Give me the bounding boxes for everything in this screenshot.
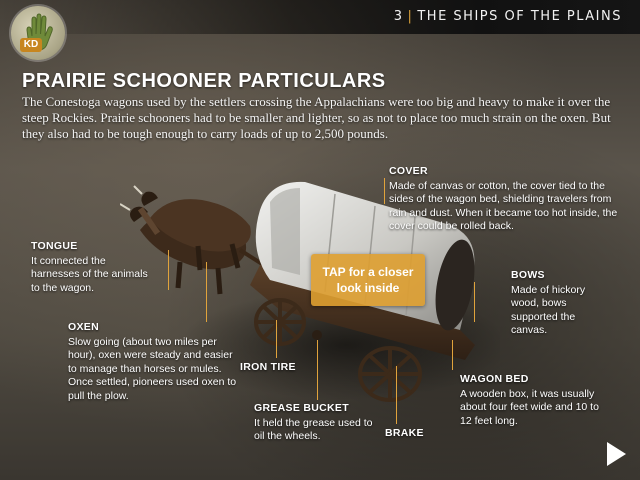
tap-button-label: TAP for a closer look inside xyxy=(322,265,414,295)
iron-tire-leader-line xyxy=(276,320,277,358)
bows-label xyxy=(511,269,611,338)
hand-logo-icon[interactable] xyxy=(11,6,65,60)
tongue-heading: TONGUE xyxy=(31,240,78,252)
iron-tire-heading: IRON TIRE xyxy=(240,361,296,373)
wheel-rear xyxy=(360,348,420,400)
logo-badge: KD xyxy=(20,38,42,52)
wagon-bed-leader-line xyxy=(452,340,453,370)
wagon-bed-label xyxy=(460,373,600,428)
tap-closer-look-button[interactable] xyxy=(311,254,425,306)
wagon-bed-heading: WAGON BED xyxy=(460,373,529,385)
grease-bucket-heading: GREASE BUCKET xyxy=(254,402,349,414)
grease-bucket-text: It held the grease used to oil the wheels. xyxy=(254,416,373,442)
oxen-heading: OXEN xyxy=(68,321,99,333)
tongue-text: It connected the harnesses of the animals to the wagon. xyxy=(31,254,148,294)
next-arrow-icon[interactable] xyxy=(604,440,628,468)
tongue-leader-line xyxy=(168,250,169,290)
bows-text: Made of hickory wood, bows supported the canvas. xyxy=(511,283,586,336)
cover-leader-line xyxy=(384,178,385,204)
brake-label xyxy=(385,427,445,442)
grease-bucket-shape xyxy=(312,330,322,340)
grease-bucket-label xyxy=(254,402,374,444)
wheel-front xyxy=(256,300,304,344)
chapter-heading xyxy=(394,9,622,24)
oxen-text: Slow going (about two miles per hour), oxen were steady and easier to manage than horses or mules. Once settled, pioneers used oxen to pull the plow. xyxy=(68,335,237,402)
brake-leader-line xyxy=(396,366,397,424)
chapter-title: THE SHIPS OF THE PLAINS xyxy=(417,9,622,24)
bows-leader-line xyxy=(474,282,475,322)
cover-heading: COVER xyxy=(389,165,428,177)
page-title: PRAIRIE SCHOONER PARTICULARS xyxy=(22,70,386,92)
chapter-separator: | xyxy=(407,9,414,24)
chapter-number: 3 xyxy=(393,9,404,24)
top-bar xyxy=(0,0,640,34)
intro-paragraph: The Conestoga wagons used by the settlers crossing the Appalachians were too big and heavy to make it over the steep Rockies. Prairie schooners had to be smaller and lighter, so as not to place too much strain on the oxen. But they also had to be tough enough to carry loads of up to 2,500 pounds. xyxy=(22,94,611,141)
tongue-label xyxy=(31,240,151,295)
wagon-bed-text: A wooden box, it was usually about four feet wide and 10 to 12 feet long. xyxy=(460,387,599,427)
cover-label xyxy=(389,165,619,234)
iron-tire-label xyxy=(240,361,320,376)
brake-heading: BRAKE xyxy=(385,427,424,439)
oxen-label xyxy=(68,321,238,403)
bows-heading: BOWS xyxy=(511,269,545,281)
oxen-leader-line xyxy=(206,262,207,322)
cover-text: Made of canvas or cotton, the cover tied to the sides of the wagon bed, shielding travelers from rain and dust. When it became too hot inside, the cover could be rolled back. xyxy=(389,179,618,232)
